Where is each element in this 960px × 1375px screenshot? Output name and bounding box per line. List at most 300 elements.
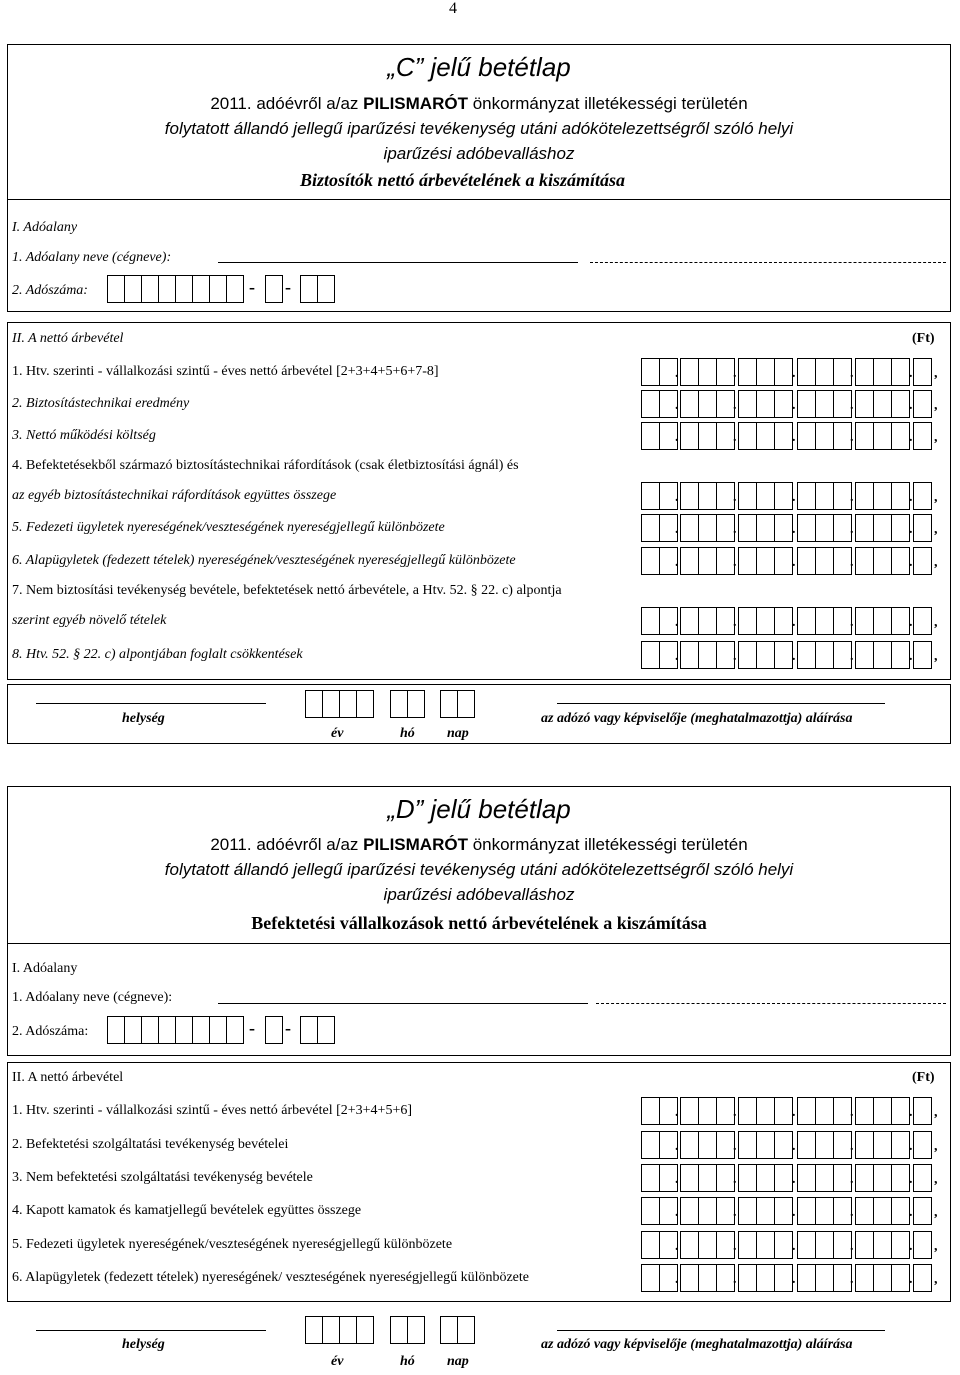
page-number: 4 <box>449 0 457 17</box>
amount-digit-box[interactable] <box>891 514 910 542</box>
tax-digit-box[interactable] <box>192 1016 210 1044</box>
amount-digit-box[interactable] <box>641 1097 660 1125</box>
amount-digit-box[interactable] <box>797 1097 816 1125</box>
amount-digit-box[interactable] <box>738 514 757 542</box>
amount-digit-box[interactable] <box>738 422 757 450</box>
amount-digit-box[interactable] <box>738 358 757 386</box>
amount-digit-box[interactable] <box>797 390 816 418</box>
amount-digit-box[interactable] <box>698 1231 717 1259</box>
d-subtitle-suffix: önkormányzat illetékességi területén <box>467 835 748 854</box>
amount-digit-box[interactable] <box>855 1197 874 1225</box>
year-digit-box[interactable] <box>356 1316 374 1344</box>
amount-digit-box[interactable] <box>756 358 775 386</box>
amount-digit-box[interactable] <box>873 1231 892 1259</box>
year-digit-box[interactable] <box>339 690 357 718</box>
amount-digit-box[interactable] <box>756 1097 775 1125</box>
amount-digit-box[interactable] <box>797 1264 816 1292</box>
amount-digit-box[interactable] <box>738 547 757 575</box>
amount-digit-box[interactable] <box>913 1164 932 1192</box>
amount-digit-box[interactable] <box>855 514 874 542</box>
amount-digit-box[interactable] <box>698 607 717 635</box>
amount-digit-box[interactable] <box>873 358 892 386</box>
thousands-separator: . <box>909 615 913 630</box>
amount-digit-box[interactable] <box>873 1197 892 1225</box>
month-digit-box[interactable] <box>390 1316 408 1344</box>
amount-digit-box[interactable] <box>680 547 699 575</box>
income-row-label: 2. Biztosítástechnikai eredmény <box>12 396 190 411</box>
amount-digit-box[interactable] <box>815 358 834 386</box>
d-unit: (Ft) <box>912 1070 935 1085</box>
amount-digit-box[interactable] <box>855 547 874 575</box>
month-digit-box[interactable] <box>407 1316 425 1344</box>
month-digit-box[interactable] <box>390 690 408 718</box>
amount-digit-box[interactable] <box>738 607 757 635</box>
d-day-label: nap <box>447 1354 469 1369</box>
decimal-comma: , <box>934 1172 938 1187</box>
amount-digit-box[interactable] <box>797 514 816 542</box>
amount-digit-box[interactable] <box>913 607 932 635</box>
c-signature-line[interactable] <box>557 703 885 704</box>
thousands-separator: . <box>909 1172 913 1187</box>
income-row-label: 5. Fedezeti ügyletek nyereségének/veszteségének nyereségjellegű különbözete <box>12 520 445 535</box>
tax-digit-box[interactable] <box>124 1016 142 1044</box>
amount-digit-box[interactable] <box>680 358 699 386</box>
amount-digit-box[interactable] <box>774 482 793 510</box>
amount-digit-box[interactable] <box>756 641 775 669</box>
thousands-separator: . <box>850 1272 854 1287</box>
thousands-separator: . <box>909 522 913 537</box>
amount-digit-box[interactable] <box>855 482 874 510</box>
amount-digit-box[interactable] <box>891 607 910 635</box>
amount-digit-box[interactable] <box>855 1131 874 1159</box>
amount-digit-box[interactable] <box>873 482 892 510</box>
amount-digit-box[interactable] <box>891 358 910 386</box>
thousands-separator: . <box>733 490 737 505</box>
decimal-comma: , <box>934 615 938 630</box>
amount-digit-box[interactable] <box>738 1197 757 1225</box>
amount-digit-box[interactable] <box>913 1197 932 1225</box>
amount-digit-box[interactable] <box>913 422 932 450</box>
amount-digit-box[interactable] <box>855 1097 874 1125</box>
amount-digit-box[interactable] <box>797 547 816 575</box>
amount-digit-box[interactable] <box>698 641 717 669</box>
c-subtitle-prefix: 2011. adóévről a/az <box>210 94 364 113</box>
thousands-separator: . <box>909 430 913 445</box>
thousands-separator: . <box>792 398 796 413</box>
day-digit-box[interactable] <box>440 1316 458 1344</box>
amount-digit-box[interactable] <box>756 1264 775 1292</box>
d-tax-label: 2. Adószáma: <box>12 1024 89 1039</box>
amount-digit-box[interactable] <box>855 1231 874 1259</box>
c-name-label: 1. Adóalany neve (cégneve): <box>12 250 172 265</box>
income-row-label: 1. Htv. szerinti - vállalkozási szintű - éves nettó árbevétel [2+3+4+5+6] <box>12 1103 412 1118</box>
tax-digit-box[interactable] <box>107 275 125 303</box>
amount-digit-box[interactable] <box>815 1231 834 1259</box>
amount-digit-box[interactable] <box>873 422 892 450</box>
amount-digit-box[interactable] <box>891 1097 910 1125</box>
amount-digit-box[interactable] <box>641 1231 660 1259</box>
amount-digit-box[interactable] <box>698 482 717 510</box>
thousands-separator: . <box>733 366 737 381</box>
amount-digit-box[interactable] <box>815 641 834 669</box>
income-row-label: 6. Alapügyletek (fedezett tételek) nyereségének/veszteségének nyereségjellegű különbözete <box>12 553 516 568</box>
amount-digit-box[interactable] <box>815 422 834 450</box>
amount-digit-box[interactable] <box>738 1164 757 1192</box>
thousands-separator: . <box>909 1105 913 1120</box>
amount-digit-box[interactable] <box>680 482 699 510</box>
thousands-separator: . <box>675 1105 679 1120</box>
amount-digit-box[interactable] <box>641 422 660 450</box>
amount-digit-box[interactable] <box>913 514 932 542</box>
income-row-label: 3. Nettó működési költség <box>12 428 156 443</box>
thousands-separator: . <box>792 615 796 630</box>
thousands-separator: . <box>675 615 679 630</box>
thousands-separator: . <box>850 1105 854 1120</box>
thousands-separator: . <box>792 1205 796 1220</box>
amount-digit-box[interactable] <box>641 358 660 386</box>
amount-digit-box[interactable] <box>891 547 910 575</box>
thousands-separator: . <box>733 1105 737 1120</box>
amount-digit-box[interactable] <box>698 547 717 575</box>
amount-digit-box[interactable] <box>680 514 699 542</box>
amount-digit-box[interactable] <box>680 390 699 418</box>
thousands-separator: . <box>733 555 737 570</box>
tax-separator: - <box>249 1018 255 1038</box>
year-digit-box[interactable] <box>356 690 374 718</box>
d-year-label: év <box>331 1354 344 1369</box>
amount-digit-box[interactable] <box>815 547 834 575</box>
income-row-label: 8. Htv. 52. § 22. c) alpontjában foglalt csökkentések <box>12 647 303 662</box>
tax-digit-box[interactable] <box>300 275 318 303</box>
amount-digit-box[interactable] <box>641 514 660 542</box>
amount-digit-box[interactable] <box>641 390 660 418</box>
income-row-label: 7. Nem biztosítási tevékenység bevétele, befektetések nettó árbevétele, a Htv. 52. § 22. c) alpontja <box>12 583 562 598</box>
amount-digit-box[interactable] <box>680 1231 699 1259</box>
amount-digit-box[interactable] <box>774 1231 793 1259</box>
amount-digit-box[interactable] <box>756 607 775 635</box>
amount-digit-box[interactable] <box>698 422 717 450</box>
d-subtitle-line1 <box>7 835 951 855</box>
thousands-separator: . <box>792 522 796 537</box>
amount-digit-box[interactable] <box>913 547 932 575</box>
tax-separator: - <box>285 277 291 297</box>
decimal-comma: , <box>934 430 938 445</box>
thousands-separator: . <box>675 555 679 570</box>
tax-digit-box[interactable] <box>265 1016 283 1044</box>
amount-digit-box[interactable] <box>815 1097 834 1125</box>
year-digit-box[interactable] <box>305 690 323 718</box>
amount-digit-box[interactable] <box>873 641 892 669</box>
amount-digit-box[interactable] <box>641 641 660 669</box>
amount-digit-box[interactable] <box>641 1131 660 1159</box>
d-name-field[interactable] <box>218 1003 588 1004</box>
year-digit-box[interactable] <box>322 1316 340 1344</box>
amount-digit-box[interactable] <box>913 482 932 510</box>
amount-digit-box[interactable] <box>873 547 892 575</box>
amount-digit-box[interactable] <box>873 1131 892 1159</box>
thousands-separator: . <box>909 398 913 413</box>
amount-digit-box[interactable] <box>641 1197 660 1225</box>
amount-digit-box[interactable] <box>797 1197 816 1225</box>
year-digit-box[interactable] <box>339 1316 357 1344</box>
amount-digit-box[interactable] <box>891 482 910 510</box>
amount-digit-box[interactable] <box>641 1264 660 1292</box>
amount-digit-box[interactable] <box>738 1264 757 1292</box>
tax-digit-box[interactable] <box>158 1016 176 1044</box>
amount-digit-box[interactable] <box>797 422 816 450</box>
thousands-separator: . <box>850 1139 854 1154</box>
thousands-separator: . <box>675 1272 679 1287</box>
thousands-separator: . <box>792 555 796 570</box>
amount-digit-box[interactable] <box>913 1131 932 1159</box>
thousands-separator: . <box>675 1205 679 1220</box>
amount-digit-box[interactable] <box>641 547 660 575</box>
amount-digit-box[interactable] <box>680 1264 699 1292</box>
thousands-separator: . <box>733 649 737 664</box>
tax-digit-box[interactable] <box>175 275 193 303</box>
amount-digit-box[interactable] <box>698 358 717 386</box>
c-place-line[interactable] <box>36 703 266 704</box>
c-name-field-ext[interactable] <box>590 262 946 263</box>
income-row-label: szerint egyéb növelő tételek <box>12 613 167 628</box>
tax-digit-box[interactable] <box>317 1016 335 1044</box>
tax-digit-box[interactable] <box>141 275 159 303</box>
amount-digit-box[interactable] <box>774 1164 793 1192</box>
amount-digit-box[interactable] <box>855 641 874 669</box>
year-digit-box[interactable] <box>305 1316 323 1344</box>
amount-digit-box[interactable] <box>774 358 793 386</box>
amount-digit-box[interactable] <box>738 1231 757 1259</box>
decimal-comma: , <box>934 522 938 537</box>
amount-digit-box[interactable] <box>756 1197 775 1225</box>
tax-digit-box[interactable] <box>158 275 176 303</box>
amount-digit-box[interactable] <box>680 607 699 635</box>
d-place-line[interactable] <box>36 1330 266 1331</box>
amount-digit-box[interactable] <box>797 482 816 510</box>
income-row-label: 2. Befektetési szolgáltatási tevékenység bevételei <box>12 1137 289 1152</box>
amount-digit-box[interactable] <box>913 390 932 418</box>
thousands-separator: . <box>733 1272 737 1287</box>
amount-digit-box[interactable] <box>774 641 793 669</box>
amount-digit-box[interactable] <box>756 1231 775 1259</box>
month-digit-box[interactable] <box>407 690 425 718</box>
amount-digit-box[interactable] <box>698 1197 717 1225</box>
amount-digit-box[interactable] <box>756 1131 775 1159</box>
thousands-separator: . <box>850 430 854 445</box>
amount-digit-box[interactable] <box>641 607 660 635</box>
amount-digit-box[interactable] <box>756 482 775 510</box>
amount-digit-box[interactable] <box>815 1264 834 1292</box>
amount-digit-box[interactable] <box>698 1164 717 1192</box>
income-row-label: 3. Nem befektetési szolgáltatási tevékenység bevétele <box>12 1170 313 1185</box>
amount-digit-box[interactable] <box>774 390 793 418</box>
amount-digit-box[interactable] <box>680 1164 699 1192</box>
tax-digit-box[interactable] <box>226 275 244 303</box>
amount-digit-box[interactable] <box>815 1164 834 1192</box>
amount-digit-box[interactable] <box>815 390 834 418</box>
amount-digit-box[interactable] <box>698 1264 717 1292</box>
tax-digit-box[interactable] <box>209 1016 227 1044</box>
decimal-comma: , <box>934 649 938 664</box>
amount-digit-box[interactable] <box>815 1131 834 1159</box>
thousands-separator: . <box>733 1172 737 1187</box>
amount-digit-box[interactable] <box>855 390 874 418</box>
decimal-comma: , <box>934 490 938 505</box>
amount-digit-box[interactable] <box>855 1264 874 1292</box>
amount-digit-box[interactable] <box>756 1164 775 1192</box>
tax-digit-box[interactable] <box>192 275 210 303</box>
c-subtitle-line3: iparűzési adóbevalláshoz <box>383 144 575 163</box>
amount-digit-box[interactable] <box>738 482 757 510</box>
amount-digit-box[interactable] <box>855 607 874 635</box>
amount-digit-box[interactable] <box>738 1097 757 1125</box>
amount-digit-box[interactable] <box>641 482 660 510</box>
thousands-separator: . <box>675 649 679 664</box>
amount-digit-box[interactable] <box>797 1164 816 1192</box>
d-month-label: hó <box>400 1354 415 1369</box>
tax-digit-box[interactable] <box>124 275 142 303</box>
amount-digit-box[interactable] <box>738 1131 757 1159</box>
d-title: „D” jelű betétlap <box>387 794 571 824</box>
c-name-field[interactable] <box>218 262 578 263</box>
c-subtitle-line1 <box>7 94 951 114</box>
amount-digit-box[interactable] <box>873 390 892 418</box>
income-row-label: 1. Htv. szerinti - vállalkozási szintű - éves nettó árbevétel [2+3+4+5+6+7-8] <box>12 364 439 379</box>
amount-digit-box[interactable] <box>774 1131 793 1159</box>
amount-digit-box[interactable] <box>891 1131 910 1159</box>
thousands-separator: . <box>850 490 854 505</box>
amount-digit-box[interactable] <box>738 390 757 418</box>
amount-digit-box[interactable] <box>873 607 892 635</box>
amount-digit-box[interactable] <box>774 1197 793 1225</box>
amount-digit-box[interactable] <box>891 641 910 669</box>
amount-digit-box[interactable] <box>873 1264 892 1292</box>
thousands-separator: . <box>792 366 796 381</box>
amount-digit-box[interactable] <box>756 547 775 575</box>
tax-digit-box[interactable] <box>226 1016 244 1044</box>
tax-digit-box[interactable] <box>209 275 227 303</box>
tax-digit-box[interactable] <box>107 1016 125 1044</box>
d-signature-line[interactable] <box>557 1330 885 1331</box>
thousands-separator: . <box>792 1172 796 1187</box>
tax-digit-box[interactable] <box>141 1016 159 1044</box>
amount-digit-box[interactable] <box>815 1197 834 1225</box>
amount-digit-box[interactable] <box>873 514 892 542</box>
amount-digit-box[interactable] <box>774 547 793 575</box>
c-day-label: nap <box>447 726 469 741</box>
amount-digit-box[interactable] <box>774 514 793 542</box>
amount-digit-box[interactable] <box>738 641 757 669</box>
tax-digit-box[interactable] <box>317 275 335 303</box>
amount-digit-box[interactable] <box>913 358 932 386</box>
thousands-separator: . <box>909 1239 913 1254</box>
thousands-separator: . <box>850 398 854 413</box>
decimal-comma: , <box>934 555 938 570</box>
amount-digit-box[interactable] <box>756 422 775 450</box>
amount-digit-box[interactable] <box>774 607 793 635</box>
thousands-separator: . <box>733 615 737 630</box>
c-section2-title: II. A nettó árbevétel <box>12 331 124 346</box>
amount-digit-box[interactable] <box>913 1264 932 1292</box>
amount-digit-box[interactable] <box>698 514 717 542</box>
amount-digit-box[interactable] <box>913 1231 932 1259</box>
amount-digit-box[interactable] <box>815 607 834 635</box>
thousands-separator: . <box>675 430 679 445</box>
amount-digit-box[interactable] <box>873 1164 892 1192</box>
amount-digit-box[interactable] <box>680 641 699 669</box>
amount-digit-box[interactable] <box>756 390 775 418</box>
amount-digit-box[interactable] <box>797 1131 816 1159</box>
amount-digit-box[interactable] <box>680 1131 699 1159</box>
tax-digit-box[interactable] <box>265 275 283 303</box>
amount-digit-box[interactable] <box>913 1097 932 1125</box>
income-row-label: 6. Alapügyletek (fedezett tételek) nyereségének/ veszteségének nyereségjellegű különbözete <box>12 1270 529 1285</box>
amount-digit-box[interactable] <box>797 641 816 669</box>
thousands-separator: . <box>675 1172 679 1187</box>
day-digit-box[interactable] <box>457 1316 475 1344</box>
amount-digit-box[interactable] <box>891 390 910 418</box>
thousands-separator: . <box>850 649 854 664</box>
amount-digit-box[interactable] <box>891 1197 910 1225</box>
amount-digit-box[interactable] <box>680 422 699 450</box>
amount-digit-box[interactable] <box>891 422 910 450</box>
amount-digit-box[interactable] <box>698 1097 717 1125</box>
amount-digit-box[interactable] <box>797 1231 816 1259</box>
tax-digit-box[interactable] <box>300 1016 318 1044</box>
amount-digit-box[interactable] <box>774 1264 793 1292</box>
c-subtitle-suffix: önkormányzat illetékességi területén <box>467 94 748 113</box>
amount-digit-box[interactable] <box>680 1197 699 1225</box>
thousands-separator: . <box>909 1139 913 1154</box>
thousands-separator: . <box>909 1205 913 1220</box>
amount-digit-box[interactable] <box>797 607 816 635</box>
amount-digit-box[interactable] <box>698 1131 717 1159</box>
amount-digit-box[interactable] <box>797 358 816 386</box>
amount-digit-box[interactable] <box>698 390 717 418</box>
amount-digit-box[interactable] <box>891 1231 910 1259</box>
decimal-comma: , <box>934 1239 938 1254</box>
amount-digit-box[interactable] <box>873 1097 892 1125</box>
amount-digit-box[interactable] <box>774 1097 793 1125</box>
amount-digit-box[interactable] <box>641 1164 660 1192</box>
day-digit-box[interactable] <box>440 690 458 718</box>
decimal-comma: , <box>934 1272 938 1287</box>
d-name-field-ext[interactable] <box>596 1003 946 1004</box>
amount-digit-box[interactable] <box>891 1264 910 1292</box>
year-digit-box[interactable] <box>322 690 340 718</box>
amount-digit-box[interactable] <box>680 1097 699 1125</box>
amount-digit-box[interactable] <box>855 422 874 450</box>
thousands-separator: . <box>909 555 913 570</box>
c-year-label: év <box>331 726 344 741</box>
amount-digit-box[interactable] <box>774 422 793 450</box>
amount-digit-box[interactable] <box>756 514 775 542</box>
amount-digit-box[interactable] <box>855 1164 874 1192</box>
tax-digit-box[interactable] <box>175 1016 193 1044</box>
amount-digit-box[interactable] <box>913 641 932 669</box>
c-title: „C” jelű betétlap <box>387 52 571 82</box>
amount-digit-box[interactable] <box>855 358 874 386</box>
amount-digit-box[interactable] <box>815 514 834 542</box>
day-digit-box[interactable] <box>457 690 475 718</box>
amount-digit-box[interactable] <box>891 1164 910 1192</box>
thousands-separator: . <box>850 555 854 570</box>
amount-digit-box[interactable] <box>815 482 834 510</box>
thousands-separator: . <box>733 1239 737 1254</box>
c-subtitle-line2: folytatott állandó jellegű iparűzési tevékenység utáni adókötelezettségről szóló helyi <box>164 119 794 138</box>
income-row-label: 5. Fedezeti ügyletek nyereségének/veszteségének nyereségjellegű különbözete <box>12 1237 453 1252</box>
thousands-separator: . <box>792 430 796 445</box>
